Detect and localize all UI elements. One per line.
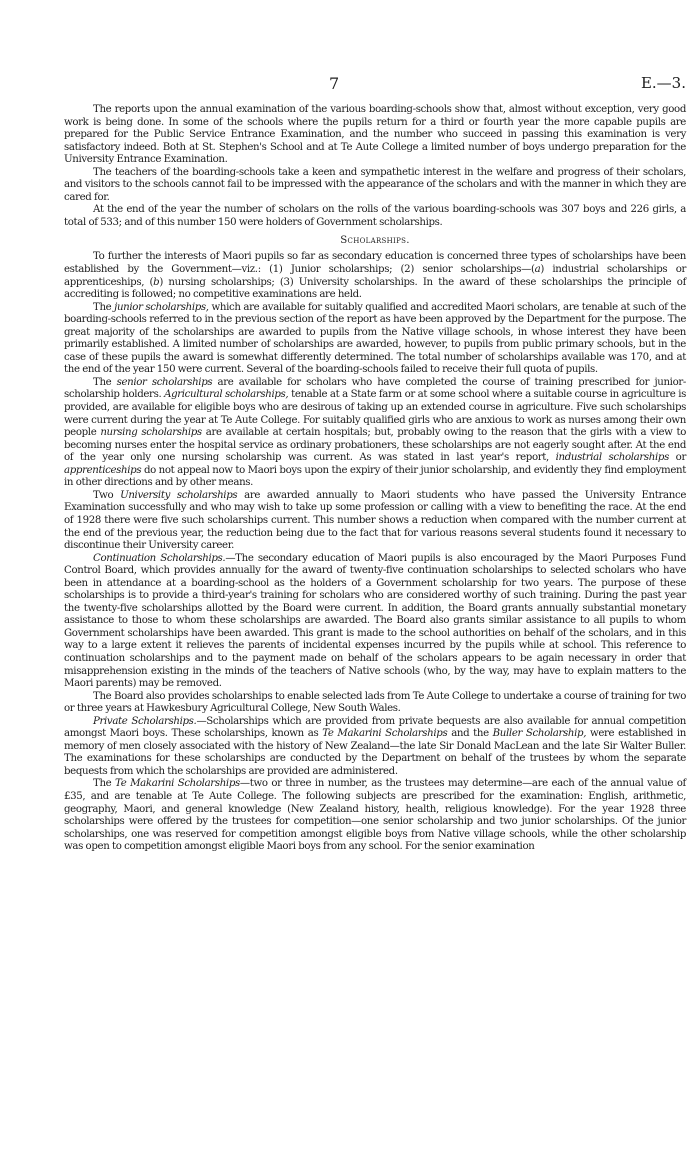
document-body bbox=[64, 104, 686, 854]
paragraph-boarding-reports: The reports upon the annual examination of the various boarding-schools show that, almost without exception, very good work is being done. In some of the schools where the pupils return for a third or fourth year the more capable pupils are prepared for the Public Service Entrance Examination, and the number who succeed in passing this examination is very satisfactory indeed. Both at St. Stephen's School and at Te Aute College a limited number of boys undergo preparation for the University Entrance Examination. bbox=[64, 104, 686, 166]
paragraph-continuation-scholarships: Continuation Scholarships.—The secondary education of Maori pupils is also encouraged by the Maori Purposes Fund Control Board, which provides annually for the award of twenty-five continuation scholarships to selected scholars who have been in attendance at a boarding-school as the holders of a Government scholarship for two years. The purpose of these scholarships is to provide a third-year's training for scholars who are considered worthy of such training. During the past year the twenty-five scholarships allotted by the Board were current. In addition, the Board grants annually substantial monetary assistance to those to whom these scholarships are awarded. The Board also grants similar assistance to all pupils to whom Government scholarships have been awarded. This grant is made to the school authorities on behalf of the scholars, and in this way to a large extent it relieves the parents of incidental expenses incurred by the pupils while at school. This reference to continuation scholarships and to the payment made on behalf of the scholars appears to be again necessary in order that misapprehension existing in the minds of the teachers of Native schools (who, by the way, may have to explain matters to the Maori parents) may be removed. bbox=[64, 552, 686, 690]
paragraph-university-scholarships: Two University scholarships are awarded annually to Maori students who have passed the University Entrance Examination successfully and who may wish to take up some profession or calling with a view to benefiting the race. At the end of 1928 there were five such scholarships current. This number shows a reduction when compared with the number current at the end of the previous year, the reduction being due to the fact that for various reasons several students found it necessary to discontinue their University career. bbox=[64, 489, 686, 552]
paragraph-senior-scholarships: The senior scholarships are available for scholars who have completed the course of training prescribed for junior-scholarship holders. Agricultural scholarships, tenable at a State farm or at some school where a suitable course in agriculture is provided, are available for eligible boys who are desirous of taking up an extended course in agriculture. Five such scholarships were current during the year at Te Aute College. For suitably qualified girls who are anxious to work as nurses among their own people nursing scholarships are available at certain hospitals; but, probably owing to the reason that the girls with a view to becoming nurses enter the hospital service as ordinary probationers, these scholarships are not eagerly sought after. At the end of the year only one nursing scholarship was current. As was stated in last year's report, industrial scholarships or apprenticeships do not appeal now to Maori boys upon the expiry of their junior scholarship, and evidently they find employment in other directions and by other means. bbox=[64, 376, 687, 489]
page-number: 7 bbox=[329, 74, 340, 93]
paragraph-scholarships-intro: To further the interests of Maori pupils so far as secondary education is concerned three types of scholarships have been established by the Government—viz.: (1) Junior scholarships; (2) senior scholarships—(a) industrial scholarships or apprenticeships, (b) nursing scholarships; (3) University scholarships. In the award of these scholarships the principle of accrediting is followed; no competitive examinations are held. bbox=[64, 251, 686, 301]
document-reference: E.—3. bbox=[640, 74, 686, 92]
paragraph-boarding-teachers: The teachers of the boarding-schools take a keen and sympathetic interest in the welfare and progress of their scholars, and visitors to the schools cannot fail to be impressed with the appearance of the scholars and with the manner in which they are cared for. bbox=[64, 166, 686, 203]
paragraph-hawkesbury: The Board also provides scholarships to enable selected lads from Te Aute College to undertake a course of training for two or three years at Hawkesbury Agricultural College, New South Wales. bbox=[64, 690, 686, 715]
paragraph-junior-scholarships: The junior scholarships, which are available for suitably qualified and accredited Maori scholars, are tenable at such of the boarding-schools referred to in the previous section of the report as have been approved by the Department for the purpose. The great majority of the scholarships are awarded to pupils from the Native village schools, in whose interest they have been primarily established. A limited number of scholarships are awarded, however, to pupils from public primary schools, but in the case of these pupils the award is somewhat differently determined. The total number of scholarships available was 170, and at the end of the year 150 were current. Several of the boarding-schools failed to receive their full quota of pupils. bbox=[64, 301, 686, 376]
paragraph-te-makarini: The Te Makarini Scholarships—two or three in number, as the trustees may determine—are each of the annual value of £35, and are tenable at Te Aute College. The following subjects are prescribed for the examination: English, arithmetic, geography, Maori, and general knowledge (New Zealand history, health, religious knowledge). For the year 1928 three scholarships were offered by the trustees for competition—one senior scholarship and two junior scholarships. Of the junior scholarships, one was reserved for competition amongst eligible boys from Native village schools, while the other scholarship was open to competition amongst eligible Maori boys from any school. For the senior examination bbox=[64, 778, 686, 853]
section-heading-scholarships: Scholarships. bbox=[340, 235, 410, 247]
page-header bbox=[64, 74, 686, 96]
paragraph-private-scholarships: Private Scholarships.—Scholarships which are provided from private bequests are also available for annual competition amongst Maori boys. These scholarships, known as Te Makarini Scholarships and the Buller Scholarship, were established in memory of men closely associated with the history of New Zealand—the late Sir Donald MacLean and the late Sir Walter Buller. The examinations for these scholarships are conducted by the Department on behalf of the trustees by whom the separate bequests from which the scholarships are provided are administered. bbox=[64, 715, 686, 777]
paragraph-boarding-rolls: At the end of the year the number of scholars on the rolls of the various boarding-schools was 307 boys and 226 girls, a total of 533; and of this number 150 were holders of Government scholarships. bbox=[64, 204, 686, 228]
